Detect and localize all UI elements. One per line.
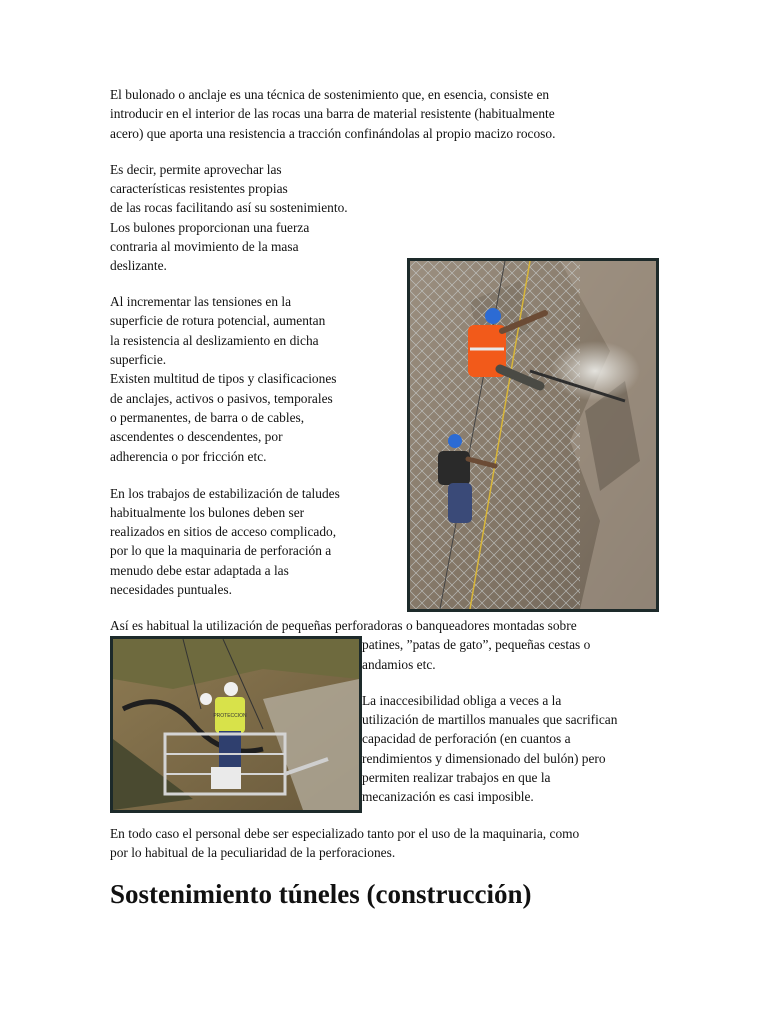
text-line: Existen multitud de tipos y clasificaciones (110, 371, 337, 386)
vest-label: PROTECCION (213, 713, 247, 719)
text-line: deslizante. (110, 258, 167, 273)
text-line: habitualmente los bulones deben ser (110, 505, 305, 520)
text-line: andamios etc. (362, 657, 436, 672)
section-heading: Sostenimiento túneles (construcción) (110, 879, 532, 909)
rock-drilling-photo (407, 258, 659, 612)
text-line: ascendentes o descendentes, por (110, 429, 283, 444)
text-line: adherencia o por fricción etc. (110, 449, 267, 464)
text-line: En los trabajos de estabilización de taludes (110, 486, 340, 501)
text-line: Es decir, permite aprovechar las (110, 162, 282, 177)
text-line: menudo debe estar adaptada a las (110, 563, 289, 578)
text-line: Los bulones proporcionan una fuerza (110, 220, 310, 235)
rock-drilling-illustration (410, 261, 656, 609)
text-line: El bulonado o anclaje es una técnica de sostenimiento que, en esencia, consiste en (110, 87, 550, 102)
text-line: realizados en sitios de acceso complicado, (110, 524, 337, 539)
text-line: Así es habitual la utilización de pequeñas perforadoras o banqueadores montadas sobre (110, 618, 577, 633)
text-line: o permanentes, de barra o de cables, (110, 410, 305, 425)
text-line: utilización de martillos manuales que sacrifican (362, 712, 618, 727)
text-line: Al incrementar las tensiones en la (110, 294, 292, 309)
drilling-basket-photo (110, 636, 362, 813)
text-line: La inaccesibilidad obliga a veces a la (362, 693, 562, 708)
text-line: superficie. (110, 352, 167, 367)
text-line: necesidades puntuales. (110, 582, 232, 597)
text-line: acero) que aporta una resistencia a tracción confinándolas al propio macizo rocoso. (110, 126, 556, 141)
text-line: permiten realizar trabajos en que la (362, 770, 551, 785)
text-line: introducir en el interior de las rocas una barra de material resistente (habitualmente (110, 106, 555, 121)
text-line: superficie de rotura potencial, aumentan (110, 313, 326, 328)
text-line: características resistentes propias (110, 181, 288, 196)
text-line: por lo que la maquinaria de perforación a (110, 543, 332, 558)
text-line: la resistencia al deslizamiento en dicha (110, 333, 319, 348)
text-line: En todo caso el personal debe ser especializado tanto por el uso de la maquinaria, como (110, 826, 580, 841)
text-line: patines, ”patas de gato”, pequeñas cestas o (362, 637, 591, 652)
text-line: capacidad de perforación (en cuantos a (362, 731, 571, 746)
text-line: rendimientos y dimensionado del bulón) pero (362, 751, 606, 766)
text-line: de las rocas facilitando así su sostenimiento. (110, 200, 348, 215)
text-line: contraria al movimiento de la masa (110, 239, 299, 254)
text-line: mecanización es casi imposible. (362, 789, 534, 804)
text-line: de anclajes, activos o pasivos, temporales (110, 391, 333, 406)
drilling-basket-illustration (113, 639, 359, 810)
text-line: por lo habitual de la peculiaridad de la perforaciones. (110, 845, 396, 860)
